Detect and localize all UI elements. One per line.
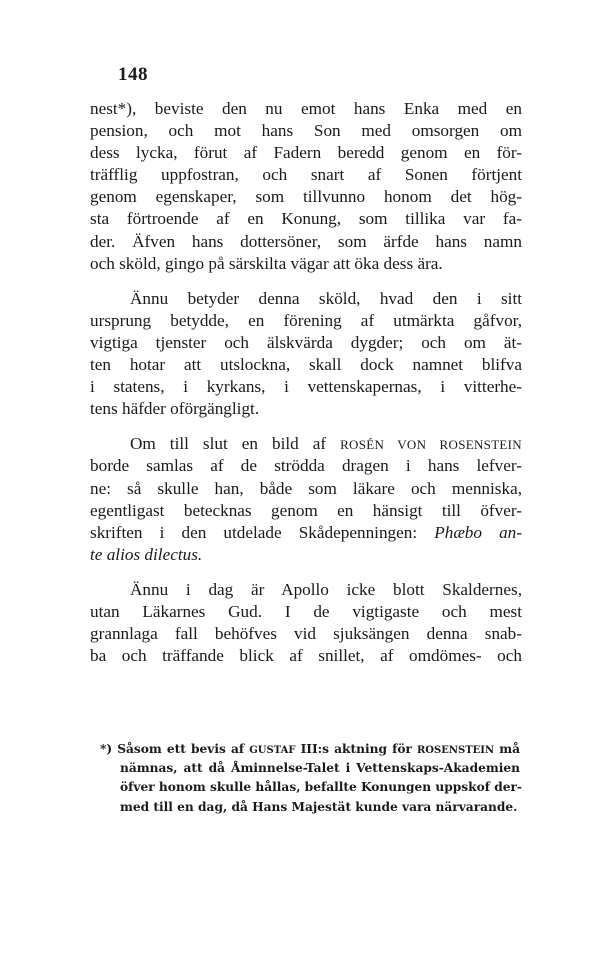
paragraph-2-line: tens häfder oförgängligt. <box>90 399 260 419</box>
paragraph-1-line: der. Äfven hans dottersöner, som ärfde hans namn <box>90 231 522 251</box>
paragraph-gap <box>90 420 522 433</box>
paragraph-3-line: borde samlas af de strödda dragen i hans lefver- <box>90 456 522 476</box>
paragraph-2-line: Ännu betyder denna sköld, hvad den i sitt <box>130 288 522 308</box>
paragraph-3-text: Om till slut en bild af <box>130 434 341 454</box>
paragraph-3-line: egentligast betecknas genom en hänsigt till öfver- <box>90 500 522 520</box>
paragraph-4-line: utan Läkarnes Gud. I de vigtigaste och mest <box>90 601 522 621</box>
paragraph-3-line <box>90 433 522 455</box>
paragraph-4-line: grannlaga fall behöfves vid sjuksängen denna snab- <box>90 624 522 644</box>
footnote <box>100 740 520 817</box>
paragraph-2-line: ursprung betydde, en förening af utmärkta gåfvor, <box>90 310 522 330</box>
footnote-text: må <box>494 742 520 756</box>
paragraph-1-line: träfflig uppfostran, och snart af Sonen förtjent <box>90 165 522 185</box>
paragraph-gap <box>90 275 522 288</box>
footnote-text: *) Såsom ett bevis af <box>100 742 250 756</box>
paragraph-2-line: vigtiga tjenster och älskvärda dygder; och om ät- <box>90 332 522 352</box>
paragraph-1-line: nest*), beviste den nu emot hans Enka med en <box>90 99 522 118</box>
person-name: ROSÉN VON ROSENSTEIN <box>340 437 522 453</box>
paragraph-3-line: ne: så skulle han, både som läkare och menniska, <box>90 478 522 498</box>
paragraph-3-line <box>90 522 522 544</box>
latin-motto: te alios dilectus. <box>90 544 203 564</box>
paragraph-1-line: dess lycka, förut af Fadern beredd genom en för- <box>90 143 522 163</box>
paragraph-3-text: skriften i den utdelade Skådepenningen: <box>90 522 435 542</box>
footnote-line: med till en dag, då Hans Majestät kunde vara närvarande. <box>120 799 518 814</box>
footnote-line <box>100 740 520 759</box>
paragraph-gap <box>90 566 522 579</box>
paragraph-2-line: ten hotar att utslockna, skall dock namnet blifva <box>90 355 522 375</box>
body-text <box>90 98 522 667</box>
paragraph-1-line: och sköld, gingo på särskilta vägar att öka dess ära. <box>90 253 443 273</box>
paragraph-1-line: pension, och mot hans Son med omsorgen om <box>90 121 522 141</box>
paragraph-4-line: ba och träffande blick af snillet, af omdömes- och <box>90 646 522 666</box>
footnote-line: nämnas, att då Åminnelse-Talet i Vettenskaps-Akademien <box>120 761 520 776</box>
paragraph-4-line: Ännu i dag är Apollo icke blott Skaldernes, <box>130 579 522 599</box>
paragraph-1-line: genom egenskaper, som tillvunno honom det hög- <box>90 187 522 207</box>
latin-motto: Phæbo an- <box>434 522 522 542</box>
person-name: ROSENSTEIN <box>416 745 495 756</box>
paragraph-1-line: sta förtroende af en Konung, som tillika var fa- <box>90 209 522 229</box>
paragraph-2-line: i statens, i kyrkans, i vettenskapernas, i vitterhe- <box>90 377 522 397</box>
footnote-text: III:s aktning för <box>295 742 417 756</box>
person-name: GUSTAF <box>249 745 296 756</box>
footnote-line: öfver honom skulle hållas, befallte Konungen uppskof der- <box>120 780 522 795</box>
page-number: 148 <box>118 64 148 85</box>
paragraph-3-line <box>90 544 522 566</box>
